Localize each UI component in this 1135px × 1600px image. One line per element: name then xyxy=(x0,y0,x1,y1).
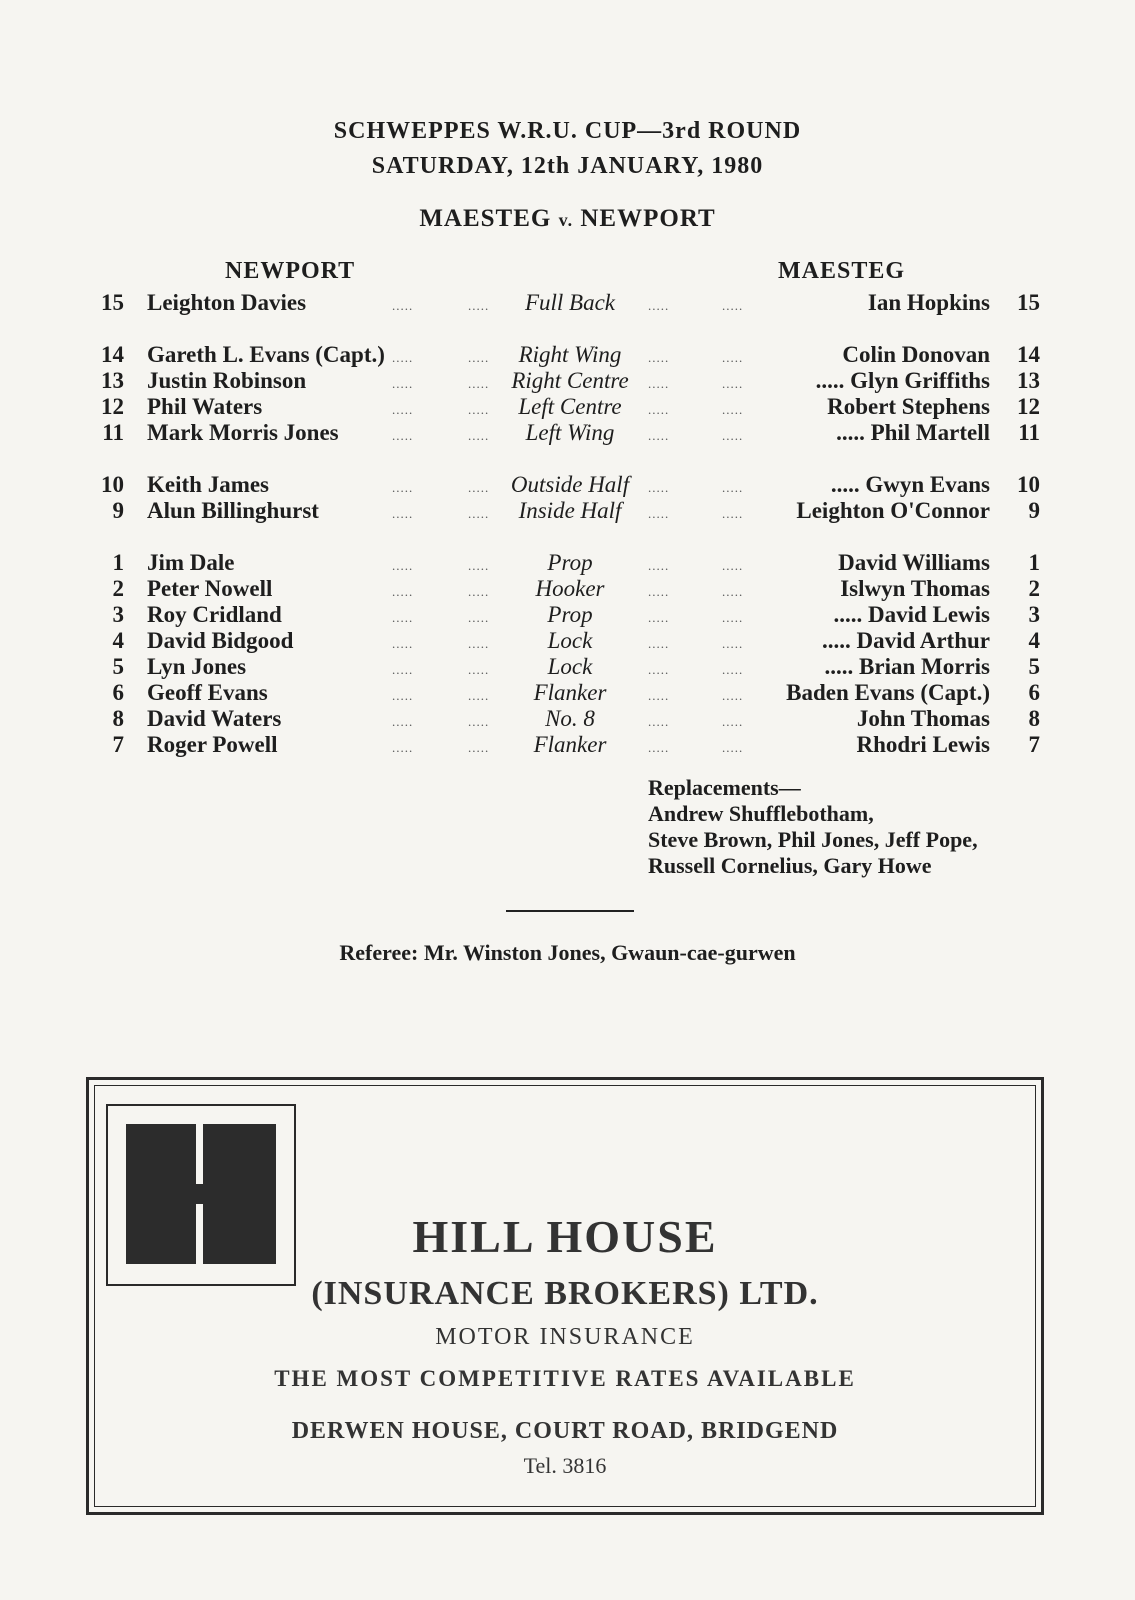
leader-dots: ..... xyxy=(722,584,744,599)
leader-dots: ..... xyxy=(392,298,414,313)
replacements-line: Steve Brown, Phil Jones, Jeff Pope, xyxy=(648,827,978,852)
leader-dots: ..... xyxy=(722,558,744,573)
leader-dots: ..... xyxy=(722,402,744,417)
team-header-right: MAESTEG xyxy=(778,258,906,284)
right-player-name: ..... Brian Morris xyxy=(824,654,990,679)
leader-dots: ..... xyxy=(722,740,744,755)
leader-dots: ..... xyxy=(468,714,490,729)
right-player-name: Rhodri Lewis xyxy=(856,732,990,757)
referee-line: Referee: Mr. Winston Jones, Gwaun-cae-gurwen xyxy=(339,940,796,965)
right-shirt-number: 6 xyxy=(1028,680,1040,705)
right-player-name: ..... David Lewis xyxy=(833,602,990,627)
leader-dots: ..... xyxy=(722,480,744,495)
leader-dots: ..... xyxy=(468,298,490,313)
leader-dots: ..... xyxy=(468,428,490,443)
leader-dots: ..... xyxy=(468,688,490,703)
replacements-line: Russell Cornelius, Gary Howe xyxy=(648,853,932,878)
left-player-name: Roger Powell xyxy=(147,732,278,757)
left-shirt-number: 11 xyxy=(102,420,124,445)
leader-dots: ..... xyxy=(468,558,490,573)
right-shirt-number: 9 xyxy=(1028,498,1040,523)
ad-company-name: HILL HOUSE xyxy=(412,1211,718,1262)
lineup-row xyxy=(0,368,1135,395)
position-label: Right Wing xyxy=(518,342,622,367)
right-player-name: ..... Glyn Griffiths xyxy=(815,368,990,393)
left-player-name: Leighton Davies xyxy=(147,290,307,315)
right-player-name: Ian Hopkins xyxy=(867,290,990,315)
versus: v. xyxy=(558,210,574,230)
leader-dots: ..... xyxy=(648,298,670,313)
position-label: Left Wing xyxy=(525,420,615,445)
leader-dots: ..... xyxy=(722,662,744,677)
position-label: Flanker xyxy=(533,732,607,757)
right-player-name: ..... David Arthur xyxy=(821,628,990,653)
right-player-name: Robert Stephens xyxy=(827,394,990,419)
right-player-name: David Williams xyxy=(838,550,990,575)
lineup-row xyxy=(0,602,1135,629)
right-player-name: Colin Donovan xyxy=(842,342,990,367)
position-label: Left Centre xyxy=(518,394,622,419)
left-player-name: Gareth L. Evans (Capt.) xyxy=(147,342,385,367)
lineup-row xyxy=(0,680,1135,707)
position-label: Lock xyxy=(547,628,593,653)
left-player-name: David Bidgood xyxy=(147,628,294,653)
right-shirt-number: 3 xyxy=(1028,602,1040,627)
leader-dots: ..... xyxy=(648,610,670,625)
left-shirt-number: 4 xyxy=(112,628,124,653)
leader-dots: ..... xyxy=(468,662,490,677)
left-shirt-number: 12 xyxy=(101,394,124,419)
leader-dots: ..... xyxy=(392,506,414,521)
position-label: Hooker xyxy=(535,576,605,601)
left-player-name: Justin Robinson xyxy=(147,368,307,393)
position-label: Outside Half xyxy=(510,472,630,497)
leader-dots: ..... xyxy=(648,662,670,677)
right-shirt-number: 1 xyxy=(1028,550,1040,575)
leader-dots: ..... xyxy=(468,376,490,391)
leader-dots: ..... xyxy=(392,376,414,391)
lineup-row xyxy=(0,394,1135,421)
leader-dots: ..... xyxy=(392,688,414,703)
lineup-row xyxy=(0,550,1135,577)
right-shirt-number: 2 xyxy=(1028,576,1040,601)
position-label: No. 8 xyxy=(545,706,595,731)
left-shirt-number: 6 xyxy=(112,680,124,705)
left-player-name: Mark Morris Jones xyxy=(147,420,339,445)
right-shirt-number: 10 xyxy=(1017,472,1040,497)
leader-dots: ..... xyxy=(648,636,670,651)
left-player-name: Alun Billinghurst xyxy=(147,498,319,523)
lineup-row xyxy=(0,732,1135,759)
leader-dots: ..... xyxy=(722,298,744,313)
leader-dots: ..... xyxy=(392,402,414,417)
lineup-row xyxy=(0,420,1135,447)
right-shirt-number: 15 xyxy=(1017,290,1040,315)
ad-address: DERWEN HOUSE, COURT ROAD, BRIDGEND xyxy=(291,1418,839,1444)
leader-dots: ..... xyxy=(648,584,670,599)
home-team: MAESTEG xyxy=(419,205,552,232)
right-shirt-number: 4 xyxy=(1028,628,1040,653)
left-player-name: Peter Nowell xyxy=(147,576,273,601)
left-shirt-number: 2 xyxy=(112,576,124,601)
position-label: Inside Half xyxy=(518,498,622,523)
left-shirt-number: 10 xyxy=(101,472,124,497)
leader-dots: ..... xyxy=(392,714,414,729)
ad-slogan: THE MOST COMPETITIVE RATES AVAILABLE xyxy=(274,1366,856,1391)
leader-dots: ..... xyxy=(392,636,414,651)
leader-dots: ..... xyxy=(468,584,490,599)
position-label: Prop xyxy=(547,550,593,575)
leader-dots: ..... xyxy=(392,558,414,573)
leader-dots: ..... xyxy=(468,636,490,651)
leader-dots: ..... xyxy=(392,428,414,443)
leader-dots: ..... xyxy=(392,740,414,755)
right-player-name: ..... Gwyn Evans xyxy=(830,472,990,497)
left-player-name: Geoff Evans xyxy=(147,680,268,705)
leader-dots: ..... xyxy=(648,506,670,521)
leader-dots: ..... xyxy=(722,714,744,729)
leader-dots: ..... xyxy=(468,350,490,365)
leader-dots: ..... xyxy=(648,428,670,443)
right-shirt-number: 14 xyxy=(1017,342,1040,367)
leader-dots: ..... xyxy=(648,558,670,573)
leader-dots: ..... xyxy=(468,402,490,417)
left-shirt-number: 1 xyxy=(112,550,124,575)
position-label: Right Centre xyxy=(511,368,629,393)
right-shirt-number: 5 xyxy=(1028,654,1040,679)
lineup-row xyxy=(0,576,1135,603)
right-shirt-number: 7 xyxy=(1028,732,1040,757)
leader-dots: ..... xyxy=(468,740,490,755)
left-player-name: Lyn Jones xyxy=(147,654,247,679)
right-shirt-number: 8 xyxy=(1028,706,1040,731)
lineup-row xyxy=(0,498,1135,525)
divider xyxy=(506,910,634,912)
leader-dots: ..... xyxy=(648,480,670,495)
leader-dots: ..... xyxy=(648,402,670,417)
left-shirt-number: 9 xyxy=(112,498,124,523)
fixture-title xyxy=(0,205,1135,233)
leader-dots: ..... xyxy=(648,350,670,365)
right-player-name: John Thomas xyxy=(856,706,990,731)
left-player-name: Keith James xyxy=(147,472,270,497)
right-player-name: Leighton O'Connor xyxy=(796,498,990,523)
left-player-name: Jim Dale xyxy=(147,550,235,575)
leader-dots: ..... xyxy=(468,506,490,521)
position-label: Lock xyxy=(547,654,593,679)
leader-dots: ..... xyxy=(648,376,670,391)
left-shirt-number: 14 xyxy=(101,342,124,367)
leader-dots: ..... xyxy=(722,376,744,391)
leader-dots: ..... xyxy=(722,428,744,443)
replacements-heading: Replacements— xyxy=(648,775,801,800)
lineup-row xyxy=(0,654,1135,681)
competition-title: SCHWEPPES W.R.U. CUP—3rd ROUND xyxy=(333,118,802,144)
position-label: Prop xyxy=(547,602,593,627)
team-header-left: NEWPORT xyxy=(225,258,356,284)
right-shirt-number: 12 xyxy=(1017,394,1040,419)
leader-dots: ..... xyxy=(648,740,670,755)
away-team: NEWPORT xyxy=(580,205,716,232)
right-shirt-number: 11 xyxy=(1018,420,1040,445)
left-player-name: David Waters xyxy=(147,706,282,731)
left-shirt-number: 5 xyxy=(112,654,124,679)
left-player-name: Phil Waters xyxy=(147,394,263,419)
leader-dots: ..... xyxy=(722,688,744,703)
position-label: Full Back xyxy=(524,290,616,315)
replacements xyxy=(648,775,978,879)
lineup-row xyxy=(0,628,1135,655)
leader-dots: ..... xyxy=(648,714,670,729)
lineup-row xyxy=(0,290,1135,317)
position-label: Flanker xyxy=(533,680,607,705)
advertisement-box xyxy=(86,1077,1044,1515)
lineup-row xyxy=(0,472,1135,499)
leader-dots: ..... xyxy=(722,350,744,365)
left-shirt-number: 7 xyxy=(112,732,124,757)
leader-dots: ..... xyxy=(392,662,414,677)
leader-dots: ..... xyxy=(722,506,744,521)
right-player-name: Islwyn Thomas xyxy=(840,576,990,601)
left-shirt-number: 13 xyxy=(101,368,124,393)
leader-dots: ..... xyxy=(648,688,670,703)
leader-dots: ..... xyxy=(392,610,414,625)
leader-dots: ..... xyxy=(392,350,414,365)
left-shirt-number: 8 xyxy=(112,706,124,731)
leader-dots: ..... xyxy=(392,584,414,599)
replacements-line: Andrew Shufflebotham, xyxy=(648,801,874,826)
match-date: SATURDAY, 12th JANUARY, 1980 xyxy=(371,153,764,179)
right-player-name: Baden Evans (Capt.) xyxy=(786,680,990,705)
leader-dots: ..... xyxy=(392,480,414,495)
left-player-name: Roy Cridland xyxy=(147,602,282,627)
left-shirt-number: 15 xyxy=(101,290,124,315)
lineup-row xyxy=(0,342,1135,369)
leader-dots: ..... xyxy=(468,610,490,625)
lineup-row xyxy=(0,706,1135,733)
right-player-name: ..... Phil Martell xyxy=(836,420,990,445)
ad-telephone: Tel. 3816 xyxy=(523,1453,607,1478)
left-shirt-number: 3 xyxy=(112,602,124,627)
ad-service: MOTOR INSURANCE xyxy=(435,1324,695,1350)
leader-dots: ..... xyxy=(722,610,744,625)
leader-dots: ..... xyxy=(468,480,490,495)
leader-dots: ..... xyxy=(722,636,744,651)
right-shirt-number: 13 xyxy=(1017,368,1040,393)
ad-company-type: (INSURANCE BROKERS) LTD. xyxy=(311,1275,819,1312)
